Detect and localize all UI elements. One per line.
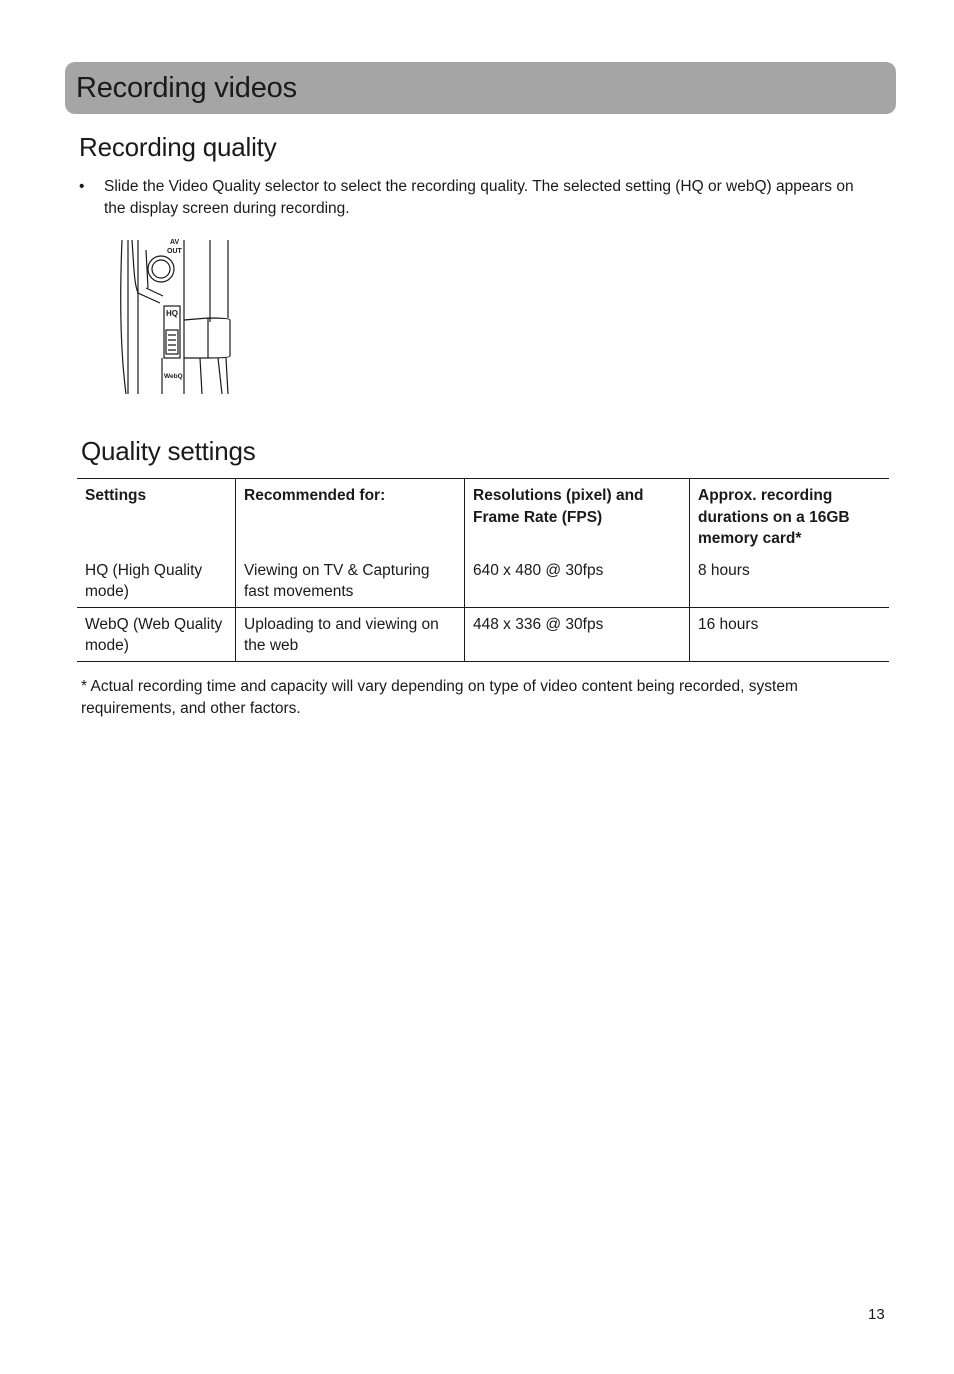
table-cell: 640 x 480 @ 30fps xyxy=(465,554,690,608)
column-header-resolution: Resolutions (pixel) and Frame Rate (FPS) xyxy=(465,479,690,554)
table-cell: HQ (High Quality mode) xyxy=(85,561,203,600)
footnote: * Actual recording time and capacity will vary depending on type of video content being recorded, system requirements, and other factors. xyxy=(81,678,798,717)
table-row xyxy=(77,554,889,608)
table-cell: 8 hours xyxy=(690,554,890,608)
webq-label: WebQ xyxy=(164,373,183,380)
column-header-duration: Approx. recording durations on a 16GB memory card* xyxy=(690,479,890,554)
bullet-text: Slide the Video Quality selector to select the recording quality. The selected setting (HQ or webQ) appears on the display screen during recording. xyxy=(104,178,854,217)
column-header-settings: Settings xyxy=(85,487,147,504)
table-cell: 448 x 336 @ 30fps xyxy=(465,607,690,661)
quality-settings-table xyxy=(77,478,889,662)
table-cell: 16 hours xyxy=(690,607,890,661)
bullet-item xyxy=(79,176,859,220)
camcorder-illustration xyxy=(118,238,236,396)
av-label: AV xyxy=(170,239,180,246)
hq-label: HQ xyxy=(166,309,178,318)
quality-settings-heading: Quality settings xyxy=(81,436,256,466)
page-number: 13 xyxy=(868,1306,885,1323)
table-cell: WebQ (Web Quality mode) xyxy=(77,607,236,661)
bullet-dot: • xyxy=(79,178,85,195)
page-title: Recording videos xyxy=(76,71,297,104)
table-cell: Uploading to and viewing on the web xyxy=(236,607,465,661)
column-header-recommended: Recommended for: xyxy=(236,479,465,554)
out-label: OUT xyxy=(167,248,182,255)
table-cell: Viewing on TV & Capturing fast movements xyxy=(236,554,465,608)
recording-quality-heading: Recording quality xyxy=(79,132,277,162)
table-row xyxy=(77,607,889,661)
section-title-bar xyxy=(65,62,896,114)
table-header-row xyxy=(77,479,889,554)
